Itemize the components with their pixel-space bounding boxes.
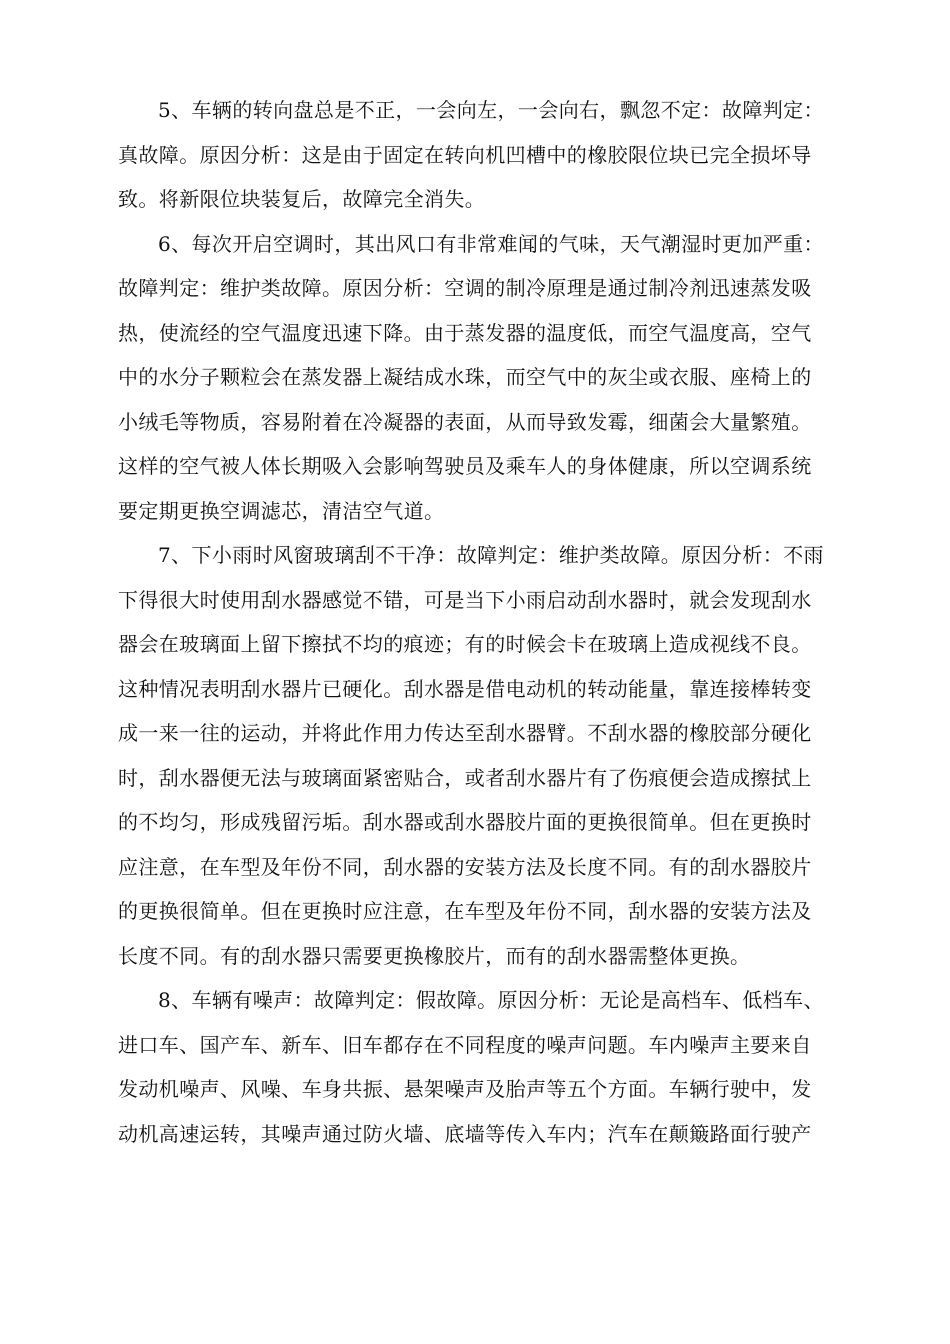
text-line: 这样的空气被人体长期吸入会影响驾驶员及乘车人的身体健康，所以空调系统 xyxy=(118,454,812,478)
text-line: 致。将新限位块装复后，故障完全消失。 xyxy=(118,187,486,211)
text-line: 应注意，在车型及年份不同，刮水器的安装方法及长度不同。有的刮水器胶片 xyxy=(118,854,812,879)
text-line: 下得很大时使用刮水器感觉不错，可是当下小雨启动刮水器时，就会发现刮水 xyxy=(118,587,812,612)
text-line: 真故障。原因分析：这是由于固定在转向机凹槽中的橡胶限位块已完全损坏导 xyxy=(118,142,812,167)
text-line: 成一来一往的运动，并将此作用力传达至刮水器臂。不刮水器的橡胶部分硬化 xyxy=(118,721,812,745)
document-body xyxy=(118,88,858,1156)
text-line: 发动机噪声、风噪、车身共振、悬架噪声及胎声等五个方面。车辆行驶中，发 xyxy=(118,1077,812,1101)
text-line: 动机高速运转，其噪声通过防火墙、底墙等传入车内；汽车在颠簸路面行驶产 xyxy=(118,1121,812,1146)
text-line: 时，刮水器便无法与玻璃面紧密贴合，或者刮水器片有了伤痕便会造成擦拭上 xyxy=(118,765,812,790)
text-line: 要定期更换空调滤芯，清洁空气道。 xyxy=(118,498,445,523)
text-line: 7、下小雨时风窗玻璃刮不干净：故障判定：维护类故障。原因分析：不雨 xyxy=(158,543,824,567)
text-line: 故障判定：维护类故障。原因分析：空调的制冷原理是通过制冷剂迅速蒸发吸 xyxy=(118,276,812,300)
paragraph-8 xyxy=(118,978,858,1156)
paragraph-6 xyxy=(118,222,858,534)
text-line: 的不均匀，形成残留污垢。刮水器或刮水器胶片面的更换很简单。但在更换时 xyxy=(118,810,812,834)
text-line: 热，使流经的空气温度迅速下降。由于蒸发器的温度低，而空气温度高，空气 xyxy=(118,320,812,345)
text-line: 小绒毛等物质，容易附着在冷凝器的表面，从而导致发霉，细菌会大量繁殖。 xyxy=(118,409,812,434)
text-line: 的更换很简单。但在更换时应注意，在车型及年份不同，刮水器的安装方法及 xyxy=(118,899,812,923)
text-line: 6、每次开启空调时，其出风口有非常难闻的气味，天气潮湿时更加严重： xyxy=(158,231,824,256)
paragraph-5 xyxy=(118,88,858,222)
text-line: 长度不同。有的刮水器只需要更换橡胶片，而有的刮水器需整体更换。 xyxy=(118,943,751,968)
text-line: 5、车辆的转向盘总是不正，一会向左，一会向右，飘忽不定：故障判定： xyxy=(158,98,824,122)
text-line: 这种情况表明刮水器片已硬化。刮水器是借电动机的转动能量，靠连接棒转变 xyxy=(118,676,812,701)
text-line: 器会在玻璃面上留下擦拭不均的痕迹；有的时候会卡在玻璃上造成视线不良。 xyxy=(118,632,812,656)
text-line: 中的水分子颗粒会在蒸发器上凝结成水珠，而空气中的灰尘或衣服、座椅上的 xyxy=(118,365,812,389)
paragraph-7 xyxy=(118,533,858,978)
text-line: 8、车辆有噪声：故障判定：假故障。原因分析：无论是高档车、低档车、 xyxy=(158,988,824,1012)
text-line: 进口车、国产车、新车、旧车都存在不同程度的噪声问题。车内噪声主要来自 xyxy=(118,1032,812,1057)
